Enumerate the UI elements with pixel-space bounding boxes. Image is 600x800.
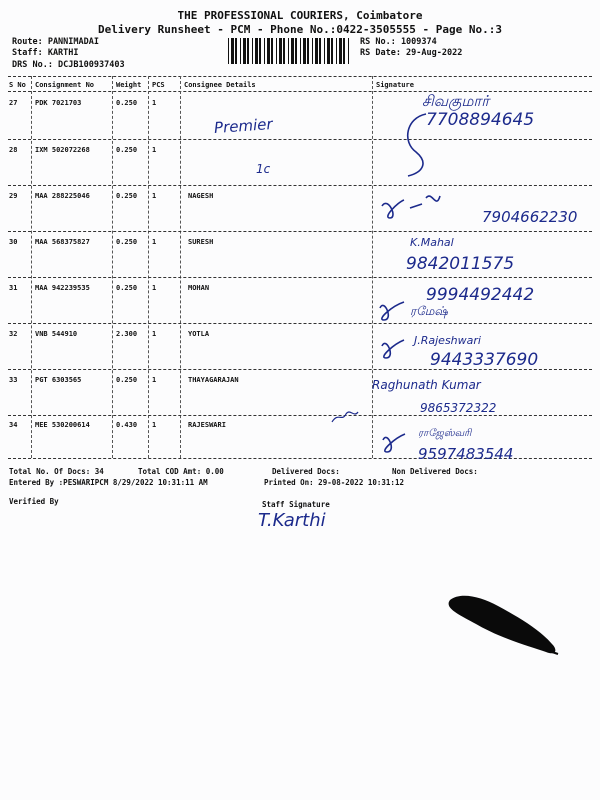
verified-by-label: Verified By [9,497,59,506]
staff-signature: T.Karthi [258,510,326,531]
row-sno: 34 [9,421,18,429]
row-consignee: MOHAN [188,284,210,292]
handwritten-name: ரமேஷ் [410,304,448,318]
col-header-signature: Signature [376,81,414,89]
row-rule [8,415,592,416]
barcode-bar [348,38,349,64]
row-sno: 33 [9,376,18,384]
row-consignment: VNB 544910 [35,330,78,338]
row-sno: 30 [9,238,18,246]
handwritten-phone: 9443337690 [430,350,539,370]
col-header-sno: S No [9,81,26,89]
barcode-bar [259,38,261,64]
row-pcs: 1 [152,376,157,384]
total-docs: Total No. Of Docs: 34 [9,467,104,476]
handwritten-name: J.Rajeshwari [414,334,481,347]
handwritten-name: ராஜேஸ்வரி [418,428,472,439]
rs-date: RS Date: 29-Aug-2022 [360,48,463,58]
handwritten-name: சிவகுமார் [422,92,490,110]
row-sno: 31 [9,284,18,292]
row-consignment: MAA 568375827 [35,238,90,246]
row-consignment: MAA 942239535 [35,284,90,292]
signature-stroke [398,108,458,178]
row-consignee: NAGESH [188,192,214,200]
row-sno: 27 [9,99,18,107]
row-pcs: 1 [152,99,157,107]
row-rule [8,277,592,278]
col-header-pcs: PCS [152,81,165,89]
row-weight: 2.300 [116,330,138,338]
row-weight: 0.250 [116,376,138,384]
barcode-bar [235,38,237,64]
handwritten-phone: 9994492442 [426,285,535,305]
row-weight: 0.430 [116,421,138,429]
row-pcs: 1 [152,192,157,200]
row-sno: 28 [9,146,18,154]
barcode-bar [312,38,313,64]
header-bottom-rule [8,91,592,92]
row-rule [8,231,592,232]
row-consignee: RAJESWARI [188,421,226,429]
barcode-bar [303,38,306,64]
row-consignment: MAA 288225046 [35,192,90,200]
handwritten-phone: 9597483544 [418,445,514,463]
barcode-bar [231,38,234,64]
barcode-bar [331,38,333,64]
printed-on: Printed On: 29-08-2022 10:31:12 [264,478,404,487]
row-sno: 32 [9,330,18,338]
row-consignment: PGT 6303565 [35,376,82,384]
barcode-bar [343,38,345,64]
staff-signature-label: Staff Signature [262,500,330,509]
handwritten-name: K.Mahal [410,236,454,249]
row-sno: 29 [9,192,18,200]
row-pcs: 1 [152,330,157,338]
barcode-bar [339,38,342,64]
table-top-rule [8,76,592,77]
row-weight: 0.250 [116,238,138,246]
stray-pen-mark [330,408,360,424]
row-pcs: 1 [152,238,157,246]
row-rule [8,323,592,324]
col-header-consignment: Consignment No [35,81,95,89]
barcode-bar [264,38,265,64]
handwritten-phone: 7904662230 [482,208,578,226]
handwritten-name: Raghunath Kumar [372,378,481,392]
barcode-bar [315,38,318,64]
barcode-bar [300,38,301,64]
runsheet-subtitle: Delivery Runsheet - PCM - Phone No.:0422-3505555 - Page No.:3 [98,23,502,36]
barcode-bar [295,38,297,64]
barcode-bar [276,38,277,64]
entered-by: Entered By :PESWARIPCM 8/29/2022 10:31:11 AM [9,478,208,487]
staff-label: Staff: KARTHI [12,48,79,58]
barcode-bar [327,38,330,64]
row-weight: 0.250 [116,192,138,200]
route-label: Route: PANNIMADAI [12,37,99,47]
handwritten-phone: 9842011575 [406,254,515,274]
col-header-weight: Weight [116,81,142,89]
row-consignee: SURESH [188,238,214,246]
barcode-bar [240,38,241,64]
row-pcs: 1 [152,421,157,429]
row-rule [8,185,592,186]
handwritten-consignee-note: 1c [256,162,271,176]
signature-stroke [376,334,408,362]
barcode-bar [319,38,321,64]
row-consignment: PDK 7021703 [35,99,82,107]
row-weight: 0.250 [116,146,138,154]
handwritten-phone: 7708894645 [426,110,535,130]
barcode [228,38,350,64]
barcode-bar [324,38,325,64]
row-weight: 0.250 [116,284,138,292]
col-divider [31,76,32,458]
barcode-bar [247,38,249,64]
barcode-bar [267,38,270,64]
barcode-bar [291,38,294,64]
delivered-docs: Delivered Docs: [272,467,340,476]
barcode-bar [271,38,273,64]
signature-stroke [378,428,408,456]
row-pcs: 1 [152,146,157,154]
company-title: THE PROFESSIONAL COURIERS, Coimbatore [177,9,423,22]
barcode-bar [336,38,337,64]
barcode-bar [307,38,309,64]
barcode-bar [228,38,229,64]
signature-stroke [374,294,408,324]
barcode-bar [243,38,246,64]
handwritten-consignee-note: Premier [213,114,274,138]
col-divider [112,76,113,458]
barcode-bar [252,38,253,64]
row-weight: 0.250 [116,99,138,107]
rs-number: RS No.: 1009374 [360,37,437,47]
col-divider [148,76,149,458]
signature-stroke [378,188,448,228]
barcode-bar [255,38,258,64]
ink-blot [440,592,570,664]
col-divider [372,76,373,458]
barcode-bar [283,38,285,64]
total-cod: Total COD Amt: 0.00 [138,467,224,476]
row-consignment: MEE 530200614 [35,421,90,429]
barcode-bar [288,38,289,64]
col-divider [180,76,181,458]
row-consignment: IXM 502072268 [35,146,90,154]
handwritten-phone: 9865372322 [420,401,497,415]
drs-number: DRS No.: DCJB100937403 [12,60,125,70]
row-consignee: YOTLA [188,330,210,338]
row-consignee: THAYAGARAJAN [188,376,239,384]
non-delivered-docs: Non Delivered Docs: [392,467,478,476]
barcode-bar [279,38,282,64]
col-header-consignee: Consignee Details [184,81,256,89]
row-pcs: 1 [152,284,157,292]
row-rule [8,139,592,140]
